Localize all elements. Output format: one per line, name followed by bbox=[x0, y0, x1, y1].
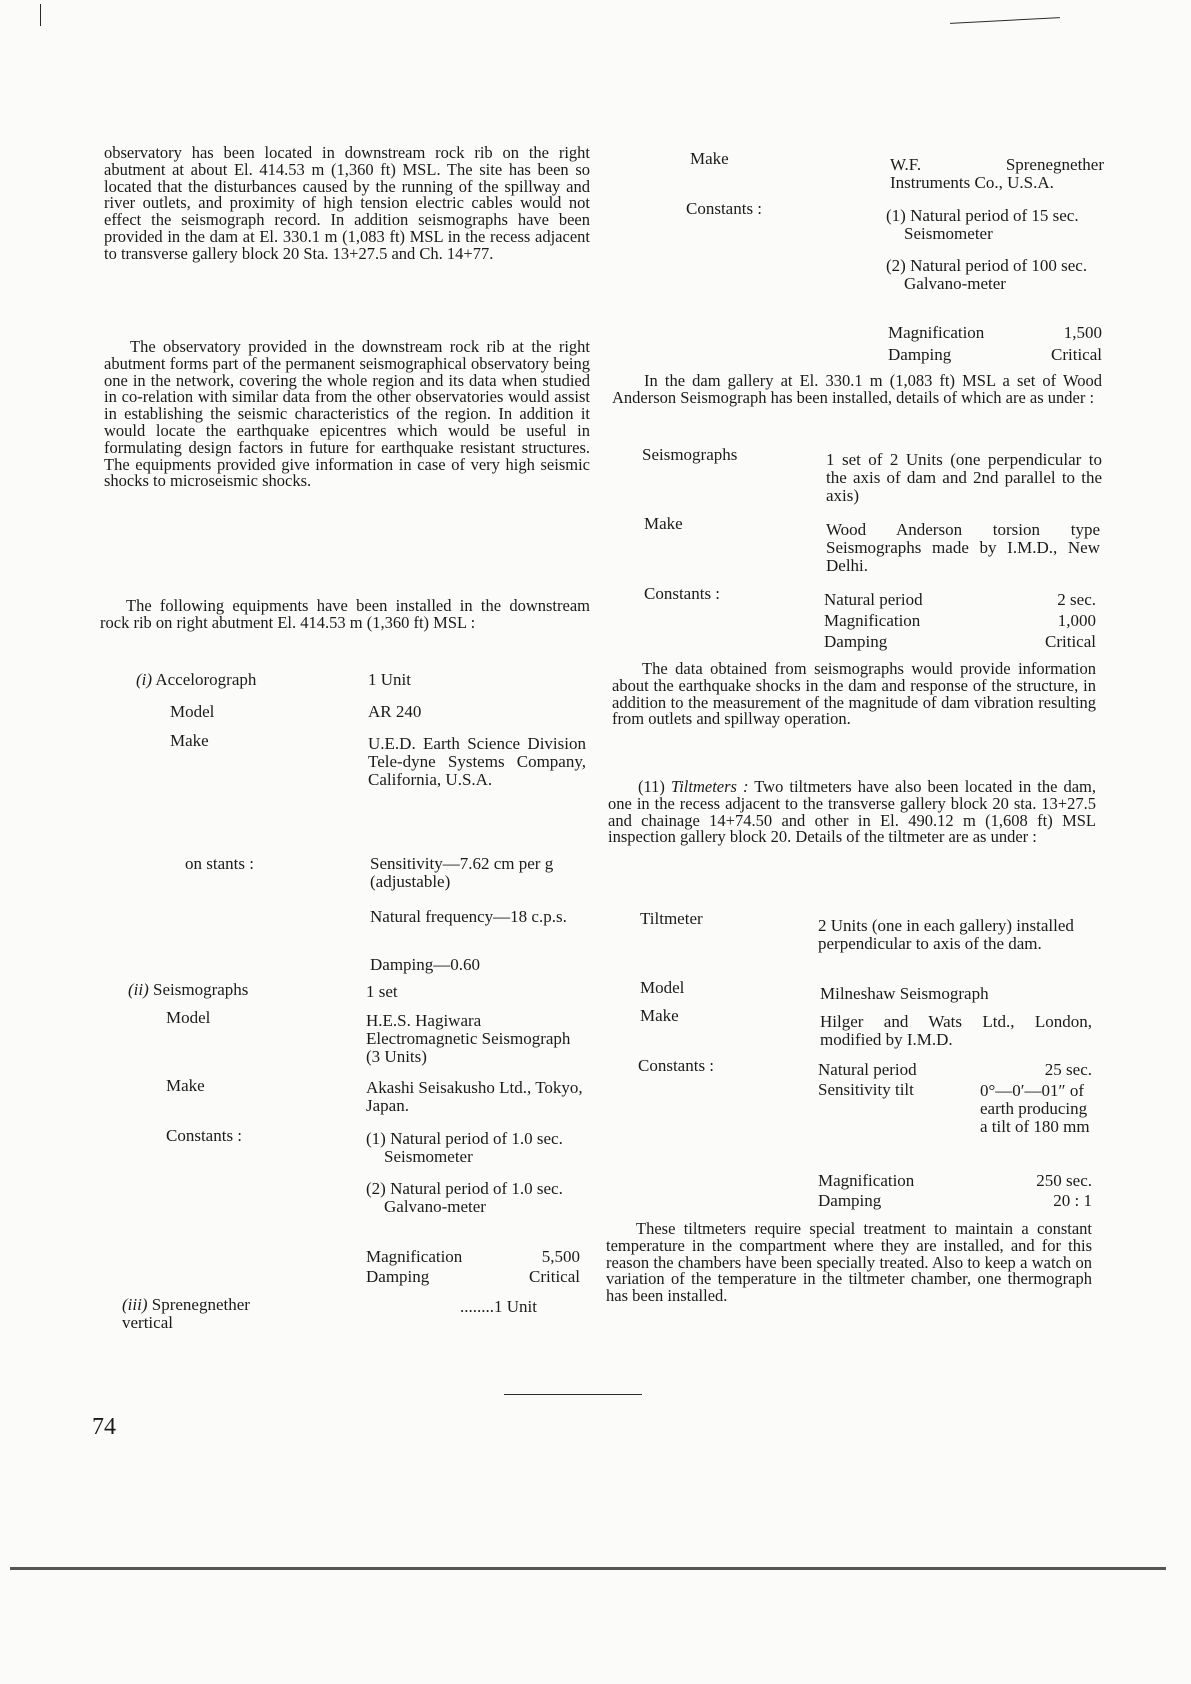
tiltmeters-text: Two tiltmeters have also been located in the dam, one in the recess adjacent to the transverse gallery block 20 sta. 13+27.5 and chainage 14+74.50 and other in El. 490.12 m (1,608 ft) MSL inspection gallery block 20. Details of the tiltmeter are as under : bbox=[608, 777, 1096, 847]
tiltmeter-label: Tiltmeter bbox=[640, 909, 703, 928]
item-number: (i) bbox=[136, 670, 153, 689]
wa-magnification: Magnification 1,000 bbox=[824, 611, 1096, 630]
sprenegnether-damping: Damping Critical bbox=[888, 345, 1102, 364]
wa-seismographs-label: Seismographs bbox=[642, 445, 738, 464]
seismographs-constant-2: (2) Natural period of 1.0 sec. Galvano-meter bbox=[366, 1179, 563, 1216]
seismographs-model: Model bbox=[166, 1008, 211, 1027]
scan-edge-line bbox=[10, 1567, 1166, 1570]
sprenegnether-constant-1: (1) Natural period of 15 sec. Seismometer bbox=[886, 206, 1079, 243]
wood-anderson-paragraph: In the dam gallery at El. 330.1 m (1,083 ft) MSL a set of Wood Anderson Seismograph has been installed, details of which are as under : bbox=[612, 371, 1102, 407]
accelorograph-make: Make bbox=[170, 731, 209, 750]
equipment-sprenegnether bbox=[122, 1296, 302, 1332]
tiltmeter-constants-label: Constants : bbox=[638, 1056, 715, 1075]
tiltmeter-sensitivity-label: Sensitivity tilt bbox=[818, 1080, 914, 1099]
equipment-intro-paragraph: The following equipments have been installed in the downstream rock rib on right abutment El. 414.53 m (1,360 ft) MSL : bbox=[100, 596, 590, 632]
sprenegnether-make-label: Make bbox=[690, 149, 729, 168]
wa-make-label: Make bbox=[644, 514, 683, 533]
tiltmeter-make-label: Make bbox=[640, 1006, 679, 1025]
tiltmeter-treatment-paragraph: These tiltmeters require special treatment to maintain a constant temperature in the compartment where they are installed, and for this reason the chambers have been specially treated. Also to keep a watch on variation of the temperature in the tiltmeter chamber, one thermograph has been installed. bbox=[606, 1219, 1092, 1306]
tiltmeter-magnification: Magnification 250 sec. bbox=[818, 1171, 1092, 1190]
accelorograph-natural-frequency: Natural frequency—18 c.p.s. bbox=[370, 907, 567, 926]
seismographs-constants-label: Constants : bbox=[166, 1126, 243, 1145]
sprenegnether-constants-label: Constants : bbox=[686, 199, 763, 218]
seismographs-make-value: Akashi Seisakusho Ltd., Tokyo, Japan. bbox=[366, 1078, 583, 1115]
wa-make-value: Wood Anderson torsion type Seismographs made by I.M.D., New Delhi. bbox=[826, 520, 1100, 575]
item-label: Seismographs bbox=[153, 980, 249, 999]
wa-damping: Damping Critical bbox=[824, 632, 1096, 651]
sprenegnether-value: ........1 Unit bbox=[460, 1297, 537, 1316]
seismograph-data-paragraph: The data obtained from seismographs would provide information about the earthquake shocks in the dam and response of the structure, in addition to the measurement of the magnitude of dam vibration resulting from outlets and spillway operation. bbox=[612, 659, 1096, 729]
tiltmeter-value: 2 Units (one in each gallery) installed perpendicular to axis of the dam. bbox=[818, 916, 1074, 953]
accelorograph-constants-label: on stants : bbox=[185, 854, 254, 873]
sprenegnether-magnification: Magnification 1,500 bbox=[888, 323, 1102, 342]
seismographs-model-value: H.E.S. Hagiwara Electromagnetic Seismograph (3 Units) bbox=[366, 1011, 571, 1066]
seismographs-make: Make bbox=[166, 1076, 205, 1095]
equipment-seismographs bbox=[128, 981, 248, 999]
page-number: 74 bbox=[92, 1414, 116, 1440]
accelorograph-model: Model bbox=[170, 702, 215, 721]
item-label: Sprenegnether vertical bbox=[122, 1295, 250, 1332]
accelorograph-damping: Damping—0.60 bbox=[370, 955, 481, 974]
tiltmeter-natural-period: Natural period 25 sec. bbox=[818, 1060, 1092, 1079]
tiltmeter-model-label: Model bbox=[640, 978, 685, 997]
seismographs-magnification: Magnification 5,500 bbox=[366, 1247, 580, 1266]
tiltmeter-damping: Damping 20 : 1 bbox=[818, 1191, 1092, 1210]
seismographs-constant-1: (1) Natural period of 1.0 sec. Seismometer bbox=[366, 1129, 563, 1166]
scan-mark-top-left bbox=[40, 4, 41, 26]
item-number: (ii) bbox=[128, 980, 149, 999]
scan-mark-top-right bbox=[950, 17, 1060, 24]
accelorograph-make-value: U.E.D. Earth Science Division Tele-dyne Systems Company, California, U.S.A. bbox=[368, 734, 586, 789]
tiltmeters-paragraph bbox=[608, 779, 1096, 846]
seismographs-value: 1 set bbox=[366, 982, 398, 1001]
tiltmeter-make-value: Hilger and Wats Ltd., London, modified by I.M.D. bbox=[820, 1012, 1092, 1049]
wa-seismographs-value: 1 set of 2 Units (one perpendicular to the axis of dam and 2nd parallel to the axis) bbox=[826, 450, 1102, 505]
tiltmeters-heading: Tiltmeters : bbox=[670, 777, 749, 796]
section-end-rule bbox=[504, 1394, 642, 1395]
item-value: 1 Unit bbox=[368, 670, 411, 689]
tiltmeter-model-value: Milneshaw Seismograph bbox=[820, 984, 989, 1003]
item-number: (iii) bbox=[122, 1295, 148, 1314]
sprenegnether-constant-2: (2) Natural period of 100 sec. Galvano-meter bbox=[886, 256, 1088, 293]
observatory-paragraph: The observatory provided in the downstream rock rib at the right abutment forms part of the permanent seismographical observatory being one in the network, covering the whole region and its data when studied in co-relation with similar data from the other observatories would assist in establishing the seismic characteristics of the region. In addition it would locate the earthquake epicentres which would be useful in formulating design factors in future for earthquake resistant structures. The equipments provided give information in case of very high seismic shocks to microseismic shocks. bbox=[104, 337, 590, 491]
item-label: Accelorograph bbox=[155, 670, 257, 689]
sprenegnether-make-value: W.F. Sprenegnether Instruments Co., U.S.A. bbox=[890, 155, 1104, 192]
intro-paragraph: observatory has been located in downstream rock rib on the right abutment at about El. 414.53 m (1,360 ft) MSL. The site has been so located that the disturbances caused by the running of the spillway and river outlets, and proximity of high tension electric cables would not effect the seismograph record. In addition seismographs have been provided in the dam at El. 330.1 m (1,083 ft) MSL in the recess adjacent to transverse gallery block 20 Sta. 13+27.5 and Ch. 14+77. bbox=[104, 143, 590, 263]
wa-natural-period: Natural period 2 sec. bbox=[824, 590, 1096, 609]
accelorograph-sensitivity: Sensitivity—7.62 cm per g (adjustable) bbox=[370, 854, 554, 891]
wa-constants-label: Constants : bbox=[644, 584, 721, 603]
seismographs-damping: Damping Critical bbox=[366, 1267, 580, 1286]
accelorograph-model-value: AR 240 bbox=[368, 702, 422, 721]
tiltmeter-sensitivity-value: 0°—0′—01″ of earth producing a tilt of 180 mm bbox=[980, 1081, 1090, 1136]
section-number: (11) bbox=[638, 777, 665, 796]
